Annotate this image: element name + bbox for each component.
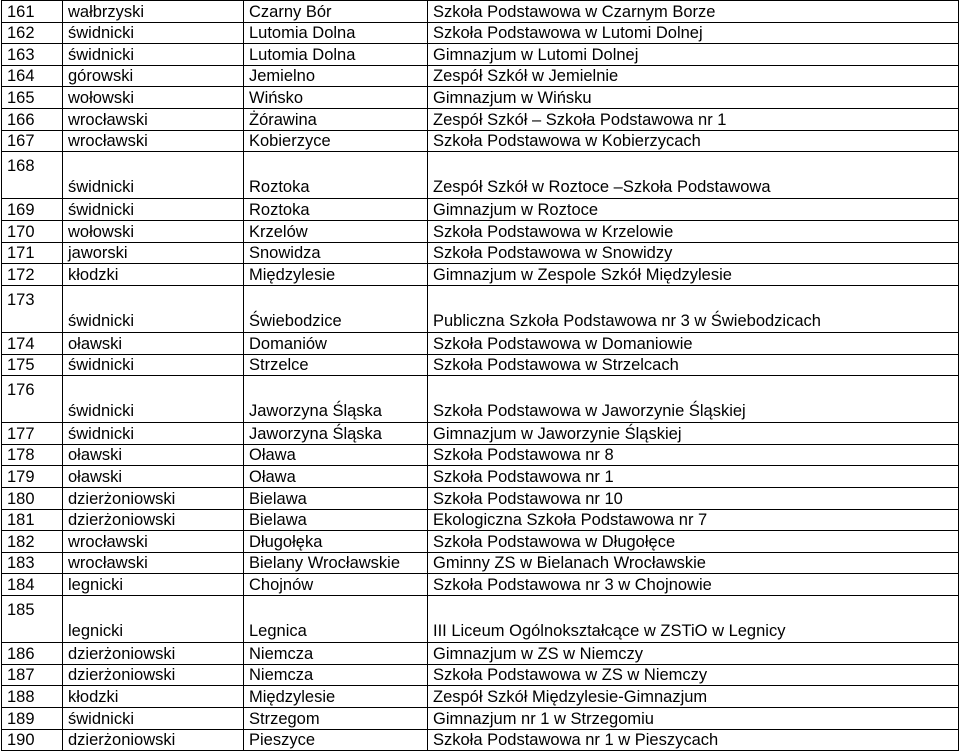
school-cell: Szkoła Podstawowa nr 3 w Chojnowie — [428, 574, 959, 596]
school-cell: Szkoła Podstawowa w Jaworzynie Śląskiej — [428, 376, 959, 423]
school-cell: Szkoła Podstawowa w Domaniowie — [428, 332, 959, 354]
row-number: 174 — [2, 332, 63, 354]
town-cell: Niemcza — [244, 643, 428, 665]
town-cell: Oława — [244, 444, 428, 466]
table-row — [2, 531, 959, 553]
town-cell: Żórawina — [244, 108, 428, 130]
table-row — [2, 22, 959, 44]
school-cell: Szkoła Podstawowa w Strzelcach — [428, 354, 959, 376]
row-number: 175 — [2, 354, 63, 376]
table-row — [2, 152, 959, 199]
table-row — [2, 242, 959, 264]
row-number: 182 — [2, 531, 63, 553]
county-cell: dzierżoniowski — [63, 729, 244, 751]
school-cell: Szkoła Podstawowa w Długołęce — [428, 531, 959, 553]
school-cell: Zespół Szkół w Roztoce –Szkoła Podstawowa — [428, 152, 959, 199]
county-cell: świdnicki — [63, 199, 244, 221]
school-cell: Gimnazjum nr 1 w Strzegomiu — [428, 708, 959, 730]
school-cell: Gimnazjum w Zespole Szkół Międzylesie — [428, 264, 959, 286]
row-number: 187 — [2, 664, 63, 686]
county-cell: świdnicki — [63, 22, 244, 44]
row-number: 167 — [2, 130, 63, 152]
county-cell: górowski — [63, 65, 244, 87]
town-cell: Lutomia Dolna — [244, 44, 428, 66]
table-row — [2, 1, 959, 23]
county-cell: dzierżoniowski — [63, 664, 244, 686]
town-cell: Międzylesie — [244, 686, 428, 708]
county-cell: świdnicki — [63, 708, 244, 730]
town-cell: Bielawa — [244, 509, 428, 531]
table-row — [2, 552, 959, 574]
table-row — [2, 509, 959, 531]
county-cell: kłodzki — [63, 264, 244, 286]
county-cell: oławski — [63, 444, 244, 466]
town-cell: Chojnów — [244, 574, 428, 596]
school-cell: Szkoła Podstawowa w ZS w Niemczy — [428, 664, 959, 686]
county-cell: świdnicki — [63, 376, 244, 423]
row-number: 172 — [2, 264, 63, 286]
town-cell: Bielawa — [244, 488, 428, 510]
school-cell: Ekologiczna Szkoła Podstawowa nr 7 — [428, 509, 959, 531]
town-cell: Niemcza — [244, 664, 428, 686]
row-number: 164 — [2, 65, 63, 87]
town-cell: Jaworzyna Śląska — [244, 423, 428, 445]
town-cell: Krzelów — [244, 220, 428, 242]
school-cell: Szkoła Podstawowa w Czarnym Borze — [428, 1, 959, 23]
school-cell: III Liceum Ogólnokształcące w ZSTiO w Legnicy — [428, 596, 959, 643]
table-row — [2, 708, 959, 730]
county-cell: świdnicki — [63, 152, 244, 199]
table-row — [2, 108, 959, 130]
county-cell: świdnicki — [63, 354, 244, 376]
county-cell: oławski — [63, 332, 244, 354]
table-row — [2, 376, 959, 423]
row-number: 181 — [2, 509, 63, 531]
row-number: 169 — [2, 199, 63, 221]
table-row — [2, 285, 959, 332]
town-cell: Bielany Wrocławskie — [244, 552, 428, 574]
county-cell: oławski — [63, 466, 244, 488]
school-cell: Gimnazjum w Roztoce — [428, 199, 959, 221]
town-cell: Domaniów — [244, 332, 428, 354]
table-row — [2, 596, 959, 643]
row-number: 178 — [2, 444, 63, 466]
town-cell: Pieszyce — [244, 729, 428, 751]
school-cell: Gimnazjum w Wińsku — [428, 87, 959, 109]
school-cell: Zespół Szkół Międzylesie-Gimnazjum — [428, 686, 959, 708]
table-row — [2, 87, 959, 109]
school-cell: Gimnazjum w ZS w Niemczy — [428, 643, 959, 665]
schools-table — [1, 0, 959, 751]
school-cell: Szkoła Podstawowa w Krzelowie — [428, 220, 959, 242]
row-number: 185 — [2, 596, 63, 643]
county-cell: dzierżoniowski — [63, 488, 244, 510]
table-row — [2, 44, 959, 66]
row-number: 163 — [2, 44, 63, 66]
town-cell: Czarny Bór — [244, 1, 428, 23]
town-cell: Snowidza — [244, 242, 428, 264]
town-cell: Długołęka — [244, 531, 428, 553]
town-cell: Strzelce — [244, 354, 428, 376]
county-cell: świdnicki — [63, 44, 244, 66]
county-cell: kłodzki — [63, 686, 244, 708]
county-cell: świdnicki — [63, 285, 244, 332]
row-number: 173 — [2, 285, 63, 332]
county-cell: wrocławski — [63, 531, 244, 553]
school-cell: Szkoła Podstawowa nr 10 — [428, 488, 959, 510]
town-cell: Lutomia Dolna — [244, 22, 428, 44]
table-row — [2, 444, 959, 466]
town-cell: Jaworzyna Śląska — [244, 376, 428, 423]
row-number: 180 — [2, 488, 63, 510]
school-cell: Zespół Szkół – Szkoła Podstawowa nr 1 — [428, 108, 959, 130]
town-cell: Legnica — [244, 596, 428, 643]
row-number: 176 — [2, 376, 63, 423]
table-row — [2, 729, 959, 751]
row-number: 161 — [2, 1, 63, 23]
town-cell: Międzylesie — [244, 264, 428, 286]
county-cell: świdnicki — [63, 423, 244, 445]
table-row — [2, 664, 959, 686]
town-cell: Świebodzice — [244, 285, 428, 332]
school-cell: Szkoła Podstawowa nr 8 — [428, 444, 959, 466]
row-number: 165 — [2, 87, 63, 109]
row-number: 177 — [2, 423, 63, 445]
row-number: 183 — [2, 552, 63, 574]
town-cell: Jemielno — [244, 65, 428, 87]
school-cell: Publiczna Szkoła Podstawowa nr 3 w Świebodzicach — [428, 285, 959, 332]
county-cell: dzierżoniowski — [63, 643, 244, 665]
table-row — [2, 65, 959, 87]
town-cell: Roztoka — [244, 152, 428, 199]
county-cell: wałbrzyski — [63, 1, 244, 23]
row-number: 184 — [2, 574, 63, 596]
town-cell: Strzegom — [244, 708, 428, 730]
table-row — [2, 686, 959, 708]
schools-table-body — [2, 1, 959, 751]
row-number: 188 — [2, 686, 63, 708]
school-cell: Zespół Szkół w Jemielnie — [428, 65, 959, 87]
row-number: 189 — [2, 708, 63, 730]
table-row — [2, 574, 959, 596]
school-cell: Szkoła Podstawowa w Lutomi Dolnej — [428, 22, 959, 44]
school-cell: Szkoła Podstawowa w Snowidzy — [428, 242, 959, 264]
row-number: 168 — [2, 152, 63, 199]
town-cell: Roztoka — [244, 199, 428, 221]
row-number: 186 — [2, 643, 63, 665]
table-row — [2, 332, 959, 354]
table-row — [2, 488, 959, 510]
table-row — [2, 130, 959, 152]
town-cell: Wińsko — [244, 87, 428, 109]
school-cell: Szkoła Podstawowa nr 1 — [428, 466, 959, 488]
table-row — [2, 199, 959, 221]
county-cell: wrocławski — [63, 130, 244, 152]
row-number: 179 — [2, 466, 63, 488]
school-cell: Gimnazjum w Jaworzynie Śląskiej — [428, 423, 959, 445]
town-cell: Oława — [244, 466, 428, 488]
row-number: 190 — [2, 729, 63, 751]
town-cell: Kobierzyce — [244, 130, 428, 152]
county-cell: wrocławski — [63, 108, 244, 130]
table-row — [2, 264, 959, 286]
county-cell: wrocławski — [63, 552, 244, 574]
county-cell: wołowski — [63, 220, 244, 242]
table-row — [2, 643, 959, 665]
row-number: 166 — [2, 108, 63, 130]
school-cell: Gminny ZS w Bielanach Wrocławskie — [428, 552, 959, 574]
school-cell: Gimnazjum w Lutomi Dolnej — [428, 44, 959, 66]
school-cell: Szkoła Podstawowa w Kobierzycach — [428, 130, 959, 152]
table-row — [2, 466, 959, 488]
table-row — [2, 423, 959, 445]
county-cell: jaworski — [63, 242, 244, 264]
county-cell: legnicki — [63, 596, 244, 643]
table-row — [2, 354, 959, 376]
school-cell: Szkoła Podstawowa nr 1 w Pieszycach — [428, 729, 959, 751]
county-cell: wołowski — [63, 87, 244, 109]
county-cell: legnicki — [63, 574, 244, 596]
row-number: 162 — [2, 22, 63, 44]
county-cell: dzierżoniowski — [63, 509, 244, 531]
row-number: 171 — [2, 242, 63, 264]
row-number: 170 — [2, 220, 63, 242]
table-row — [2, 220, 959, 242]
